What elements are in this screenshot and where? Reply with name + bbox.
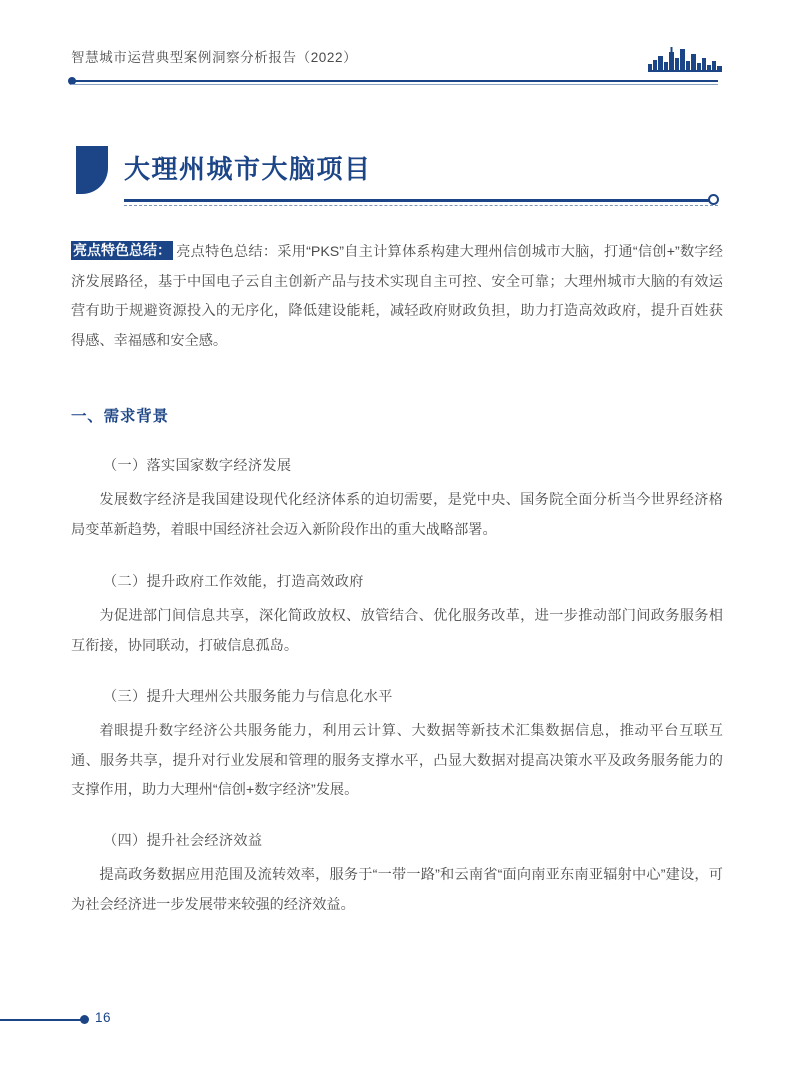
subsection-body-1: 发展数字经济是我国建设现代化经济体系的迫切需要，是党中央、国务院全面分析当今世界经济格局变革新趋势，着眼中国经济社会迈入新阶段作出的重大战略部署。 (71, 492, 723, 538)
page-title: 大理州城市大脑项目 (124, 154, 372, 184)
title-block (0, 140, 793, 212)
subsection-body-2: 为促进部门间信息共享，深化简政放权、放管结合、优化服务改革，进一步推动部门间政务服务相互衔接，协同联动，打破信息孤岛。 (71, 608, 723, 654)
subsection-heading-1: （一）落实国家数字经济发展 (103, 458, 292, 474)
highlight-summary-text: 亮点特色总结：采用“PKS”自主计算体系构建大理州信创城市大脑，打通“信创+”数字经济发展路径，基于中国电子云自主创新产品与技术实现自主可控、安全可靠；大理州城市大脑的有效运营有助于规避资源投入的无序化，降低建设能耗，减轻政府财政负担，助力打造高效政府，提升百姓获得感、幸福感和安全感。 (71, 244, 723, 349)
page-number: 16 (95, 1010, 112, 1025)
subsection-body-4: 提高政务数据应用范围及流转效率，服务于“一带一路”和云南省“面向南亚东南亚辐射中心”建设，可为社会经济进一步发展带来较强的经济效益。 (71, 867, 723, 913)
header-rule-secondary (71, 84, 718, 85)
subsection-body-3: 着眼提升数字经济公共服务能力，利用云计算、大数据等新技术汇集数据信息，推动平台互联互通、服务共享，提升对行业发展和管理的服务支撑水平，凸显大数据对提高决策水平及政务服务能力的支撑作用，助力大理州“信创+数字经济”发展。 (71, 723, 723, 798)
header-title: 智慧城市运营典型案例洞察分析报告（2022） (71, 50, 358, 65)
highlight-summary-tag: 亮点特色总结： (73, 242, 171, 258)
subsection-heading-3: （三）提升大理州公共服务能力与信息化水平 (103, 689, 393, 705)
title-underline-endpoint-icon (708, 194, 719, 205)
highlight-summary-block (71, 238, 723, 356)
subsection-heading-4: （四）提升社会经济效益 (103, 833, 263, 849)
header-rule (71, 80, 718, 82)
city-skyline-logo-icon (648, 46, 722, 72)
section-heading-requirements: 一、需求背景 (71, 408, 169, 425)
title-badge-shape-icon (76, 146, 108, 194)
footer-rule (0, 1019, 83, 1021)
title-underline (124, 199, 713, 202)
footer-dot-icon (80, 1015, 89, 1024)
title-underline-dashed (124, 205, 718, 206)
page-footer (0, 1008, 793, 1038)
subsection-heading-2: （二）提升政府工作效能，打造高效政府 (103, 574, 364, 590)
